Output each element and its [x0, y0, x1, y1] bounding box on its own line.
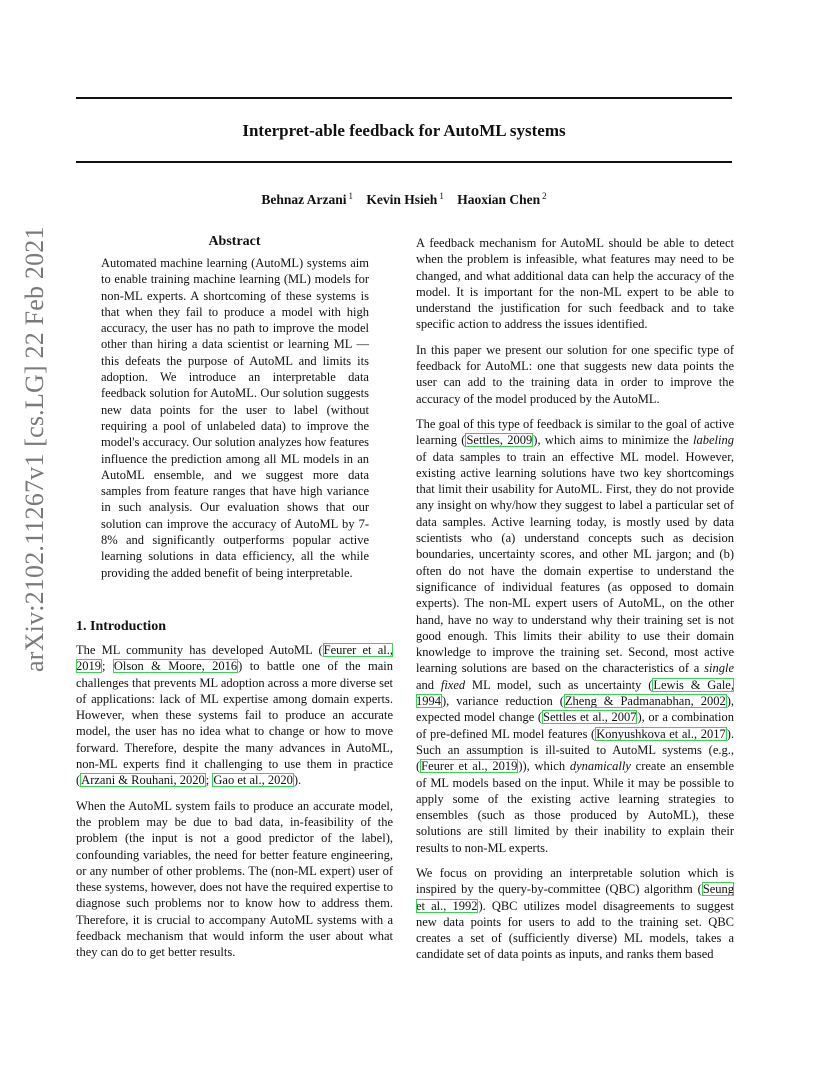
arxiv-identifier-stamp: arXiv:2102.11267v1 [cs.LG] 22 Feb 2021 [20, 226, 49, 672]
citation-link[interactable]: Konyushkova et al., 2017 [596, 726, 726, 741]
text-run: ; [102, 659, 113, 674]
citation-link[interactable]: Settles, 2009 [466, 433, 533, 448]
emphasis: dynamically [569, 759, 631, 774]
citation-link[interactable]: Seung et al., 1992 [416, 882, 734, 913]
text-run: ), expected model change ( [416, 694, 734, 725]
abstract-heading: Abstract [208, 234, 261, 249]
author-name: Behnaz Arzani [261, 192, 347, 207]
text-run: create an ensemble of ML models based on the input. While it may be possible to apply some of the existing active learning strategies to ensembles (such as those produced by AutoML), these solutions are still limited by their inability to explain their results to non-ML experts. [416, 759, 734, 855]
emphasis: single [704, 661, 734, 676]
text-run: The goal of this type of feedback is similar to the goal of active learning ( [416, 416, 734, 448]
citation-link[interactable]: Lewis & Gale, 1994 [416, 677, 734, 709]
text-run: and [416, 677, 441, 692]
body-paragraph-4 [416, 865, 734, 963]
citation-link[interactable]: Feurer et al., 2019 [76, 642, 393, 674]
introduction-paragraph-2: When the AutoML system fails to produce an accurate model, the problem may be due to bad data, in-feasibility of the problem (the input is not a good predictor of the label), confounding variables, the need for better feature engineering, or any number of other problems. The (non-ML expert) user of these systems, however, does not have the required expertise to diagnose such problems nor to know how to address them. Therefore, it is crucial to accompany AutoML systems with a feedback mechanism that would inform the user about what they can do to get better results. [76, 798, 393, 960]
text-run: ), which aims to minimize the [533, 433, 694, 448]
left-column [76, 233, 393, 970]
text-run: ). Such an assumption is ill-suited to AutoML systems (e.g., ( [416, 726, 734, 774]
title-top-rule [76, 97, 732, 99]
text-run: We focus on providing an interpretable solution which is inspired by the query-by-committee (QBC) algorithm ( [416, 865, 734, 897]
emphasis: fixed [440, 677, 466, 692]
text-run: ). QBC utilizes model disagreements to suggest new data points for users to add to the training set. QBC creates a set of (sufficiently diverse) ML models, takes a candidate set of data points as inputs, and ranks them based [416, 898, 734, 962]
text-run: ML model, such as uncertainty ( [465, 677, 653, 692]
introduction-paragraph-1 [76, 642, 393, 789]
author-affiliation: 1 [439, 191, 444, 201]
author-name: Kevin Hsieh [366, 192, 438, 207]
body-paragraph-2: In this paper we present our solution for one specific type of feedback for AutoML: one that suggests new data points the user can add to the training data in order to improve the accuracy of the model produced by the AutoML. [416, 342, 734, 406]
abstract-text: Automated machine learning (AutoML) systems aim to enable training machine learning (ML) models for non-ML experts. A shortcoming of these systems is that when they fail to produce a model with high accuracy, the user has no path to improve the model other than hiring a data scientist or learning ML — this defeats the purpose of AutoML and limits its adoption. We introduce an interpretable data feedback solution for AutoML. Our solution suggests new data points for the user to label (without requiring a pool of unlabeled data) to improve the model's accuracy. Our solution analyzes how features influence the prediction among all ML models in an AutoML ensemble, and we suggest more data samples from feature ranges that have high variance in such analysis. Our evaluation shows that our solution can improve the accuracy of AutoML by 7-8% and significantly outperforms popular active learning solutions in data efficiency, all the while providing the added benefit of being interpretable. [101, 256, 369, 580]
title-bottom-rule [76, 161, 732, 163]
introduction-heading: 1. Introduction [76, 618, 166, 634]
paper-title: Interpret-able feedback for AutoML systems [242, 121, 566, 140]
text-run: ; [205, 773, 213, 788]
text-run: The ML community has developed AutoML ( [76, 642, 323, 657]
author-affiliation: 1 [348, 191, 354, 201]
citation-link[interactable]: Gao et al., 2020 [213, 773, 293, 788]
body-paragraph-1: A feedback mechanism for AutoML should be able to detect when the problem is infeasible, what features may need to be changed, and what additional data can help the accuracy of the model. It is important for the non-ML expert to be able to understand the justification for such feedback and to take specific action to address the issues identified. [416, 236, 734, 332]
author-affiliation: 2 [542, 191, 547, 201]
citation-link[interactable]: Settles et al., 2007 [543, 710, 637, 725]
emphasis: labeling [693, 433, 734, 448]
text-run: ) to battle one of the main challenges that prevents ML adoption across a more diverse set of applications: lack of ML expertise among domain experts. However, when these systems fail to produce an accurate model, the user has no idea what to change or how to move forward. Therefore, despite the many advances in AutoML, non-ML experts find it challenging to use them in practice ( [76, 659, 393, 788]
citation-link[interactable]: Arzani & Rouhani, 2020 [81, 773, 205, 788]
right-column [416, 235, 734, 972]
text-run: ), or a combination of pre-defined ML model features ( [416, 710, 735, 741]
author-list [76, 191, 732, 208]
citation-link[interactable]: Olson & Moore, 2016 [113, 659, 238, 674]
text-run: ), variance reduction ( [442, 694, 564, 709]
text-run: ). [293, 773, 302, 788]
text-run: )), which [518, 759, 570, 774]
body-paragraph-3 [416, 416, 734, 856]
text-run: of data samples to train an effective ML model. However, existing active learning solutions have two key shortcomings that limit their usability for AutoML. First, they do not provide any insight on why/how they suggest to label a particular set of data samples. Active learning today, is mostly used by data scientists who (a) understand concepts such as decision boundaries, uncertainty scores, and other ML jargon; and (b) often do not have the domain expertise to understand the significance of individual features (as opposed to domain experts). The non-ML expert users of AutoML, on the other hand, have no way to understand why their training set is not good enough. This limits their ability to use their domain knowledge to improve the training set. Second, most active learning solutions are based on the characteristics of a [416, 449, 734, 676]
author-name: Haoxian Chen [457, 192, 541, 207]
citation-link[interactable]: Zheng & Padmanabhan, 2002 [564, 694, 726, 709]
citation-link[interactable]: Feurer et al., 2019 [421, 759, 518, 774]
